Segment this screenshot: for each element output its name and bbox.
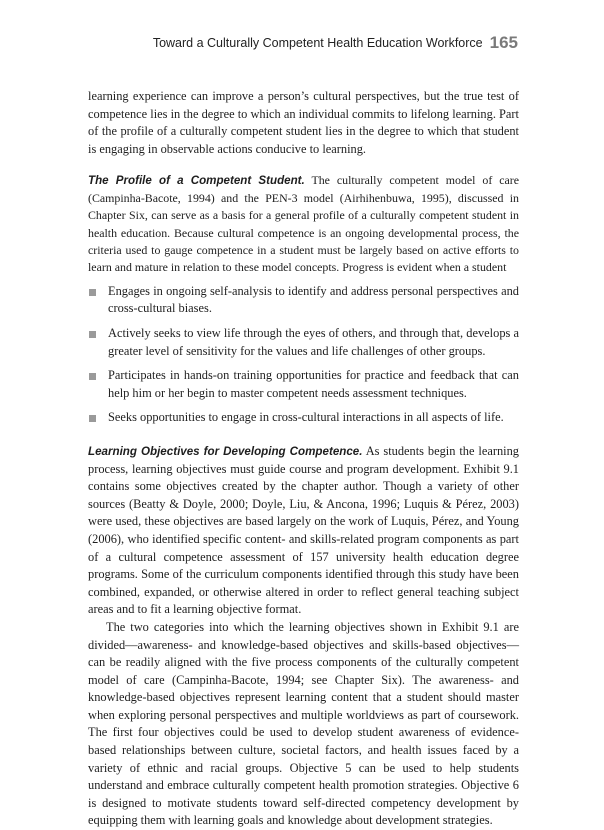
list-item xyxy=(88,325,519,360)
list-item xyxy=(88,409,519,427)
objectives-paragraph xyxy=(88,443,519,619)
bullet-list xyxy=(88,283,519,427)
bullet-text: Actively seeks to view life through the eyes of others, and through that, develops a greater level of sensitivity for the values and life challenges of other groups. xyxy=(108,326,519,358)
objectives-body: As students begin the learning process, learning objectives must guide course and program development. Exhibit 9.1 contains some objectives created by the chapter author. Though a variety of other sources (Beatty & Doyle, 2000; Doyle, Liu, & Ancona, 1996; Luquis & Pérez, 2003) were used, these objectives are based largely on the work of Luquis, Pérez, and Young (2006), who identified specific content- and skills-related program components as part of a cultural competence assessment of 157 university health education degree programs. Some of the curriculum components identified through this study have been combined, expanded, or otherwise altered in order to reflect general teaching subject areas and to fit a learning objective format. xyxy=(88,443,519,617)
profile-paragraph xyxy=(88,172,519,276)
bullet-text: Seeks opportunities to engage in cross-cultural interactions in all aspects of life. xyxy=(108,410,504,425)
list-item xyxy=(88,367,519,402)
bullet-square-icon xyxy=(89,331,96,338)
page-number: 165 xyxy=(489,33,518,52)
bullet-text: Engages in ongoing self-analysis to identify and address personal perspectives and cross-cultural biases. xyxy=(108,283,519,316)
running-head xyxy=(153,33,518,53)
categories-paragraph: The two categories into which the learning objectives shown in Exhibit 9.1 are divided—awareness- and knowledge-based objectives and skills-based objectives—can be readily aligned with the five process components of the culturally competent model of care (Campinha-Bacote, 1994; see Chapter Six). The awareness- and knowledge-based objectives represent learning content that a student should master when exploring personal perspectives and multiple worldviews as part of coursework. The first four objectives could be used to develop student awareness of evidence-based relationships between culture, societal factors, and health issues faced by a variety of ethnic and racial groups. Objective 5 can be used to help students understand and embrace culturally competent health promotion strategies. Objective 6 is designed to motivate students toward self-directed competency development by equipping them with learning goals and knowledge about development strategies. xyxy=(88,619,519,828)
profile-heading: The Profile of a Competent Student. xyxy=(88,174,305,188)
running-head-title: Toward a Culturally Competent Health Education Workforce xyxy=(152,36,483,50)
page-body xyxy=(88,88,519,830)
objectives-heading: Learning Objectives for Developing Competence. xyxy=(88,444,363,458)
bullet-square-icon xyxy=(89,289,96,296)
bullet-text: Participates in hands-on training opportunities for practice and feedback that can help him or her begin to master competent needs assessment techniques. xyxy=(108,368,519,400)
bullet-square-icon xyxy=(89,415,96,422)
intro-paragraph: learning experience can improve a person’s cultural perspectives, but the true test of competence lies in the degree to which an individual commits to lifelong learning. Part of the profile of a culturally competent student lies in the degree to which that student is engaging in observable actions conducive to learning. xyxy=(88,89,519,156)
bullet-square-icon xyxy=(89,373,96,380)
list-item xyxy=(88,283,519,318)
profile-body: The culturally competent model of care (Campinha-Bacote, 1994) and the PEN-3 model (Airhihenbuwa, 1995), discussed in Chapter Six, can serve as a basis for a general profile of a culturally competent student in health education. Because cultural competence is an ongoing developmental process, the criteria used to gauge competence in a student must be largely based on active efforts to learn and mature in relation to these model concepts. Progress is evident when a student xyxy=(88,173,519,275)
